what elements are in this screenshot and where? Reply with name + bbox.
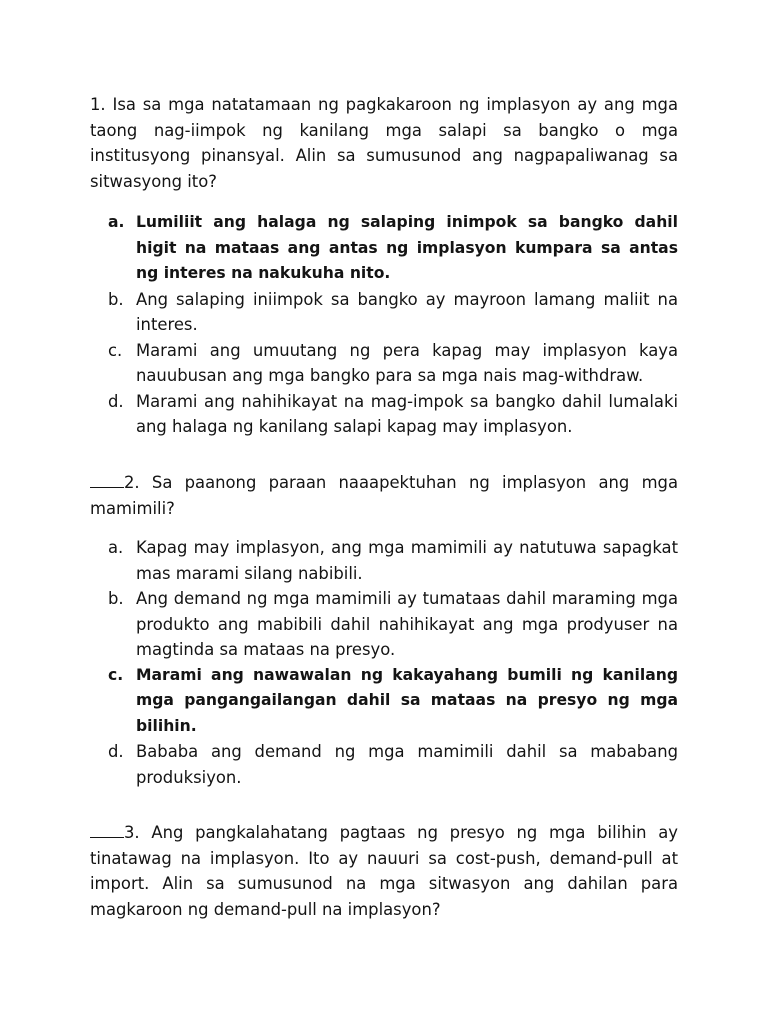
question-2-number: 2. — [124, 473, 140, 492]
question-2-choice-a — [108, 535, 678, 586]
choice-letter: d. — [108, 742, 124, 761]
question-1-number: 1. — [90, 95, 106, 114]
question-1-choice-b — [108, 287, 678, 338]
question-2 — [90, 470, 678, 521]
question-1 — [90, 92, 678, 194]
choice-letter: b. — [108, 289, 124, 309]
question-3-number: 3. — [124, 823, 140, 842]
choice-text: Marami ang nahihikayat na mag-impok sa bangko dahil lumalaki ang halaga ng kanilang salapi kapag may implasyon. — [136, 391, 678, 436]
choice-letter: d. — [108, 391, 124, 411]
answer-blank-line — [90, 820, 124, 838]
choice-text: Ang demand ng mga mamimili ay tumataas dahil maraming mga produkto ang mabibili dahil nahihikayat ang mga prodyuser na magtinda sa mataas na presyo. — [136, 589, 678, 659]
question-3 — [90, 820, 678, 922]
question-2-choices — [108, 535, 678, 790]
choice-text: Marami ang umuutang ng pera kapag may implasyon kaya nauubusan ang mga bangko para sa mga nais mag-withdraw. — [136, 340, 678, 385]
choice-text: Bababa ang demand ng mga mamimili dahil sa mababang produksiyon. — [136, 742, 678, 787]
choice-letter: a. — [108, 213, 125, 231]
answer-blank-line — [90, 470, 124, 488]
question-1-choice-d — [108, 389, 678, 440]
question-2-choice-b — [108, 586, 678, 663]
choice-letter: b. — [108, 589, 124, 608]
question-1-choice-c — [108, 338, 678, 389]
choice-letter: a. — [108, 538, 124, 557]
question-3-text: Ang pangkalahatang pagtaas ng presyo ng mga bilihin ay tinatawag na implasyon. Ito ay nauuri sa cost-push, demand-pull at import. Alin sa sumusunod na mga sitwasyon ang dahilan para magkaroon ng demand-pull na implasyon? — [90, 823, 678, 919]
choice-letter: c. — [108, 340, 123, 360]
choice-text: Lumiliit ang halaga ng salaping inimpok sa bangko dahil higit na mataas ang antas ng implasyon kumpara sa antas ng interes na nakukuha nito. — [136, 213, 678, 282]
question-2-choice-c — [108, 663, 678, 740]
question-1-choice-a — [108, 210, 678, 287]
choice-text: Kapag may implasyon, ang mga mamimili ay natutuwa sapagkat mas marami silang nabibili. — [136, 538, 678, 583]
question-1-text: Isa sa mga natatamaan ng pagkakaroon ng implasyon ay ang mga taong nag-iimpok ng kanilang mga salapi sa bangko o mga institusyong pinansyal. Alin sa sumusunod ang nagpapaliwanag sa sitwasyong ito? — [90, 95, 678, 191]
choice-text: Ang salaping iniimpok sa bangko ay mayroon lamang maliit na interes. — [136, 289, 678, 334]
question-2-choice-d — [108, 739, 678, 790]
question-2-text: Sa paanong paraan naaapektuhan ng implasyon ang mga mamimili? — [90, 473, 678, 518]
question-1-choices — [108, 210, 678, 440]
choice-text: Marami ang nawawalan ng kakayahang bumili ng kanilang mga pangangailangan dahil sa mataas na presyo ng mga bilihin. — [136, 665, 678, 735]
choice-letter: c. — [108, 665, 124, 684]
